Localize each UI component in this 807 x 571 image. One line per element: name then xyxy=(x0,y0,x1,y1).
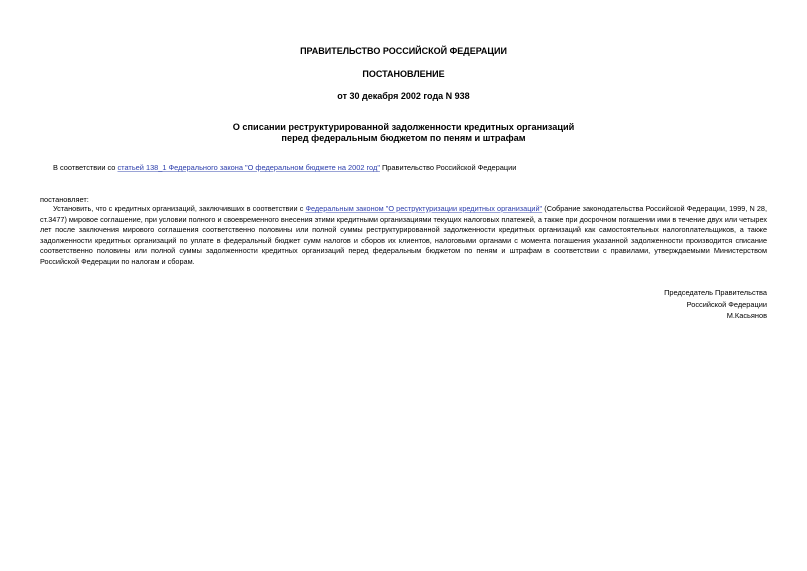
restructuring-law-link[interactable]: Федеральным законом "О реструктуризации кредитных организаций" xyxy=(305,204,543,213)
preamble-paragraph xyxy=(53,163,516,172)
government-heading: ПРАВИТЕЛЬСТВО РОССИЙСКОЙ ФЕДЕРАЦИИ xyxy=(300,46,507,56)
signature-position-line-2: Российской Федерации xyxy=(686,299,767,309)
date-number-heading: от 30 декабря 2002 года N 938 xyxy=(337,91,470,101)
resolution-text-start: Установить, что с кредитных организаций, заключивших в соответствии с xyxy=(53,204,306,213)
preamble-text-start: В соответствии со xyxy=(53,163,118,172)
document-title-line-1: О списании реструктурированной задолженности кредитных организаций xyxy=(232,122,575,132)
preamble-text-end: Правительство Российской Федерации xyxy=(379,163,517,172)
document-title-line-2: перед федеральным бюджетом по пеням и штрафам xyxy=(281,133,526,143)
signature-position-line-1: Председатель Правительства xyxy=(664,288,767,297)
signature-block xyxy=(664,287,767,322)
document-type-heading: ПОСТАНОВЛЕНИЕ xyxy=(362,69,445,79)
signatory-name: М.Касьянов xyxy=(726,311,767,320)
resolution-text-end: (Собрание законодательства Российской Федерации, 1999, N 28, ст.3477) мировое соглашение, при условии полного и своевременного внесения этими кредитными организациями текущих налоговых платежей, а также при досрочном погашении ими в течение двух или четырех лет после заключения мирового соглашения соответственно половины или полной суммы реструктурированной задолженности кредитных организаций как самостоятельных налогоплательщиков, а также задолженности кредитных организаций по уплате в федеральный бюджет сумм налогов и сборов их клиентов, налоговыми органами с момента погашения указанной задолженности производится списание соответственно половины или полной суммы задолженности кредитных организаций перед федеральным бюджетом по пеням и штрафам в соответствии с правилами, утверждаемыми Министерством Российской Федерации по налогам и сборам. xyxy=(40,204,768,266)
resolution-paragraph xyxy=(40,204,767,267)
budget-law-article-link[interactable]: статьей 138_1 Федерального закона "О федеральном бюджете на 2002 год" xyxy=(117,163,380,172)
resolves-label: постановляет: xyxy=(40,195,89,204)
